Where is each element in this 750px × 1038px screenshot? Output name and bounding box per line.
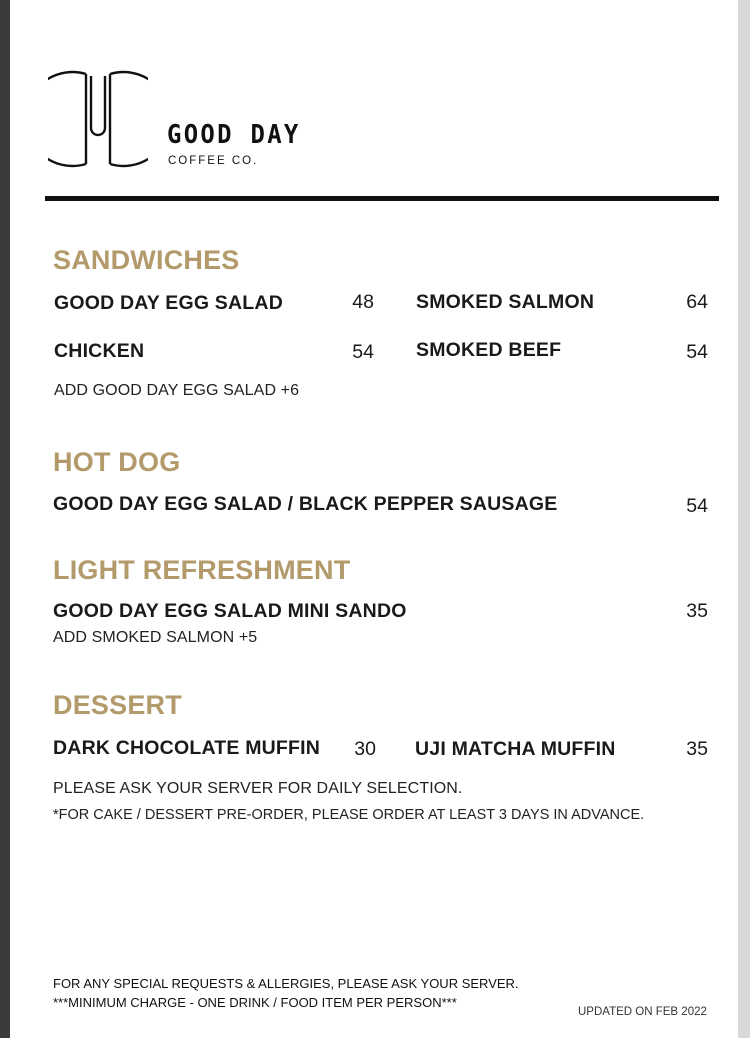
menu-item-name: DARK CHOCOLATE MUFFIN — [53, 737, 321, 759]
footer-minimum-charge: ***MINIMUM CHARGE - ONE DRINK / FOOD ITEM PER PERSON*** — [53, 995, 457, 1010]
brand-subtitle: COFFEE CO. — [168, 155, 259, 167]
menu-item-price: 35 — [686, 600, 708, 622]
page-edge — [738, 0, 750, 1038]
menu-item-name: CHICKEN — [54, 340, 145, 362]
footer-allergy-note: FOR ANY SPECIAL REQUESTS & ALLERGIES, PLEASE ASK YOUR SERVER. — [53, 976, 519, 991]
preorder-note: *FOR CAKE / DESSERT PRE-ORDER, PLEASE ORDER AT LEAST 3 DAYS IN ADVANCE. — [53, 807, 645, 823]
menu-item-price: 30 — [354, 738, 376, 760]
header-divider — [45, 196, 719, 201]
menu-item-name: GOOD DAY EGG SALAD — [54, 292, 283, 314]
menu-item-name: SMOKED BEEF — [416, 339, 562, 361]
menu-item-price: 35 — [686, 738, 708, 760]
section-title-hot-dog: HOT DOG — [53, 447, 181, 477]
section-note: PLEASE ASK YOUR SERVER FOR DAILY SELECTION. — [53, 780, 463, 797]
menu-item-price: 54 — [686, 495, 708, 517]
good-day-logo-icon — [48, 68, 148, 170]
menu-item-price: 64 — [686, 291, 708, 313]
menu-item-price: 54 — [352, 341, 374, 363]
section-note: ADD GOOD DAY EGG SALAD +6 — [54, 382, 300, 399]
brand-name: GOOD DAY — [167, 120, 301, 150]
menu-item-name: SMOKED SALMON — [416, 291, 595, 313]
menu-item-name: UJI MATCHA MUFFIN — [415, 738, 616, 760]
menu-item-price: 54 — [686, 341, 708, 363]
section-title-light-refreshment: LIGHT REFRESHMENT — [53, 555, 351, 585]
menu-item-name: GOOD DAY EGG SALAD / BLACK PEPPER SAUSAGE — [53, 493, 558, 515]
updated-date: UPDATED ON FEB 2022 — [578, 1006, 707, 1018]
menu-item-name: GOOD DAY EGG SALAD MINI SANDO — [53, 600, 407, 622]
section-note: ADD SMOKED SALMON +5 — [53, 629, 258, 646]
section-title-dessert: DESSERT — [53, 690, 182, 720]
menu-page — [10, 0, 738, 1038]
section-title-sandwiches: SANDWICHES — [53, 245, 240, 275]
menu-item-price: 48 — [352, 291, 374, 313]
